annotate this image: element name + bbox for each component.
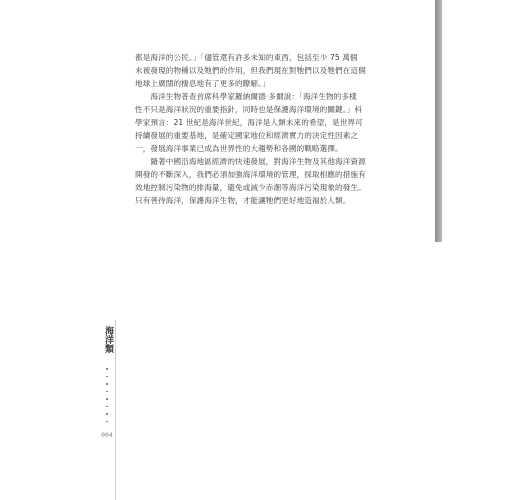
text-line: 一，發展海洋事業已成為世界性的大趨勢和各國的戰略選擇。	[135, 144, 343, 153]
text-line: 海洋生物普查首席科學家羅納爾德·多爾說：「海洋生物的多樣	[135, 92, 357, 101]
text-line: 只有善待海洋，保護海洋生物，才能讓牠們更好地造福於人類。	[135, 196, 351, 205]
dot	[106, 391, 108, 393]
text-line: 學家預言：21 世紀是海洋世紀，海洋是人類未來的希望，是世界可	[135, 118, 363, 127]
dot-leader	[106, 368, 108, 422]
dot	[106, 368, 108, 370]
body-text	[135, 51, 413, 207]
text-line: 性不只是海洋狀況的重要指針，同時也是保護海洋環境的關鍵。」科	[135, 105, 363, 114]
page-edge-bar	[435, 0, 442, 242]
section-label: 海洋類	[103, 326, 113, 353]
dot	[106, 406, 108, 408]
text-line: 效地控制污染物的排海量，避免或減少赤潮等海洋污染現象的發生。	[135, 183, 366, 192]
paragraph-2	[135, 90, 413, 155]
text-line: 地球上廣闊的棲息地有了更多的瞭解。」	[135, 79, 270, 88]
text-line: 隨著中國沿海地區經濟的快速發展，對海洋生物及其他海洋資源	[135, 157, 366, 166]
dot	[106, 413, 108, 415]
dot	[106, 398, 108, 400]
text-line: 都是海洋的公民。」「儘管還有許多未知的東西，包括至少 75 萬個	[135, 53, 358, 62]
paragraph-1	[135, 51, 413, 90]
dot	[106, 383, 108, 385]
margin-rule	[115, 320, 116, 500]
dot	[106, 421, 108, 423]
dot	[106, 376, 108, 378]
page-number: 004	[101, 431, 113, 439]
text-line: 持續發展的重要基地，是確定國家地位和經濟實力的決定性因素之	[135, 131, 359, 140]
text-line: 未被發現的物種以及牠們的作用，但我們現在對牠們以及牠們在這個	[135, 66, 366, 75]
text-line: 開發的不斷深入，我們必須加強海洋環境的管理，採取相應的措施有	[135, 170, 366, 179]
paragraph-3	[135, 155, 413, 207]
